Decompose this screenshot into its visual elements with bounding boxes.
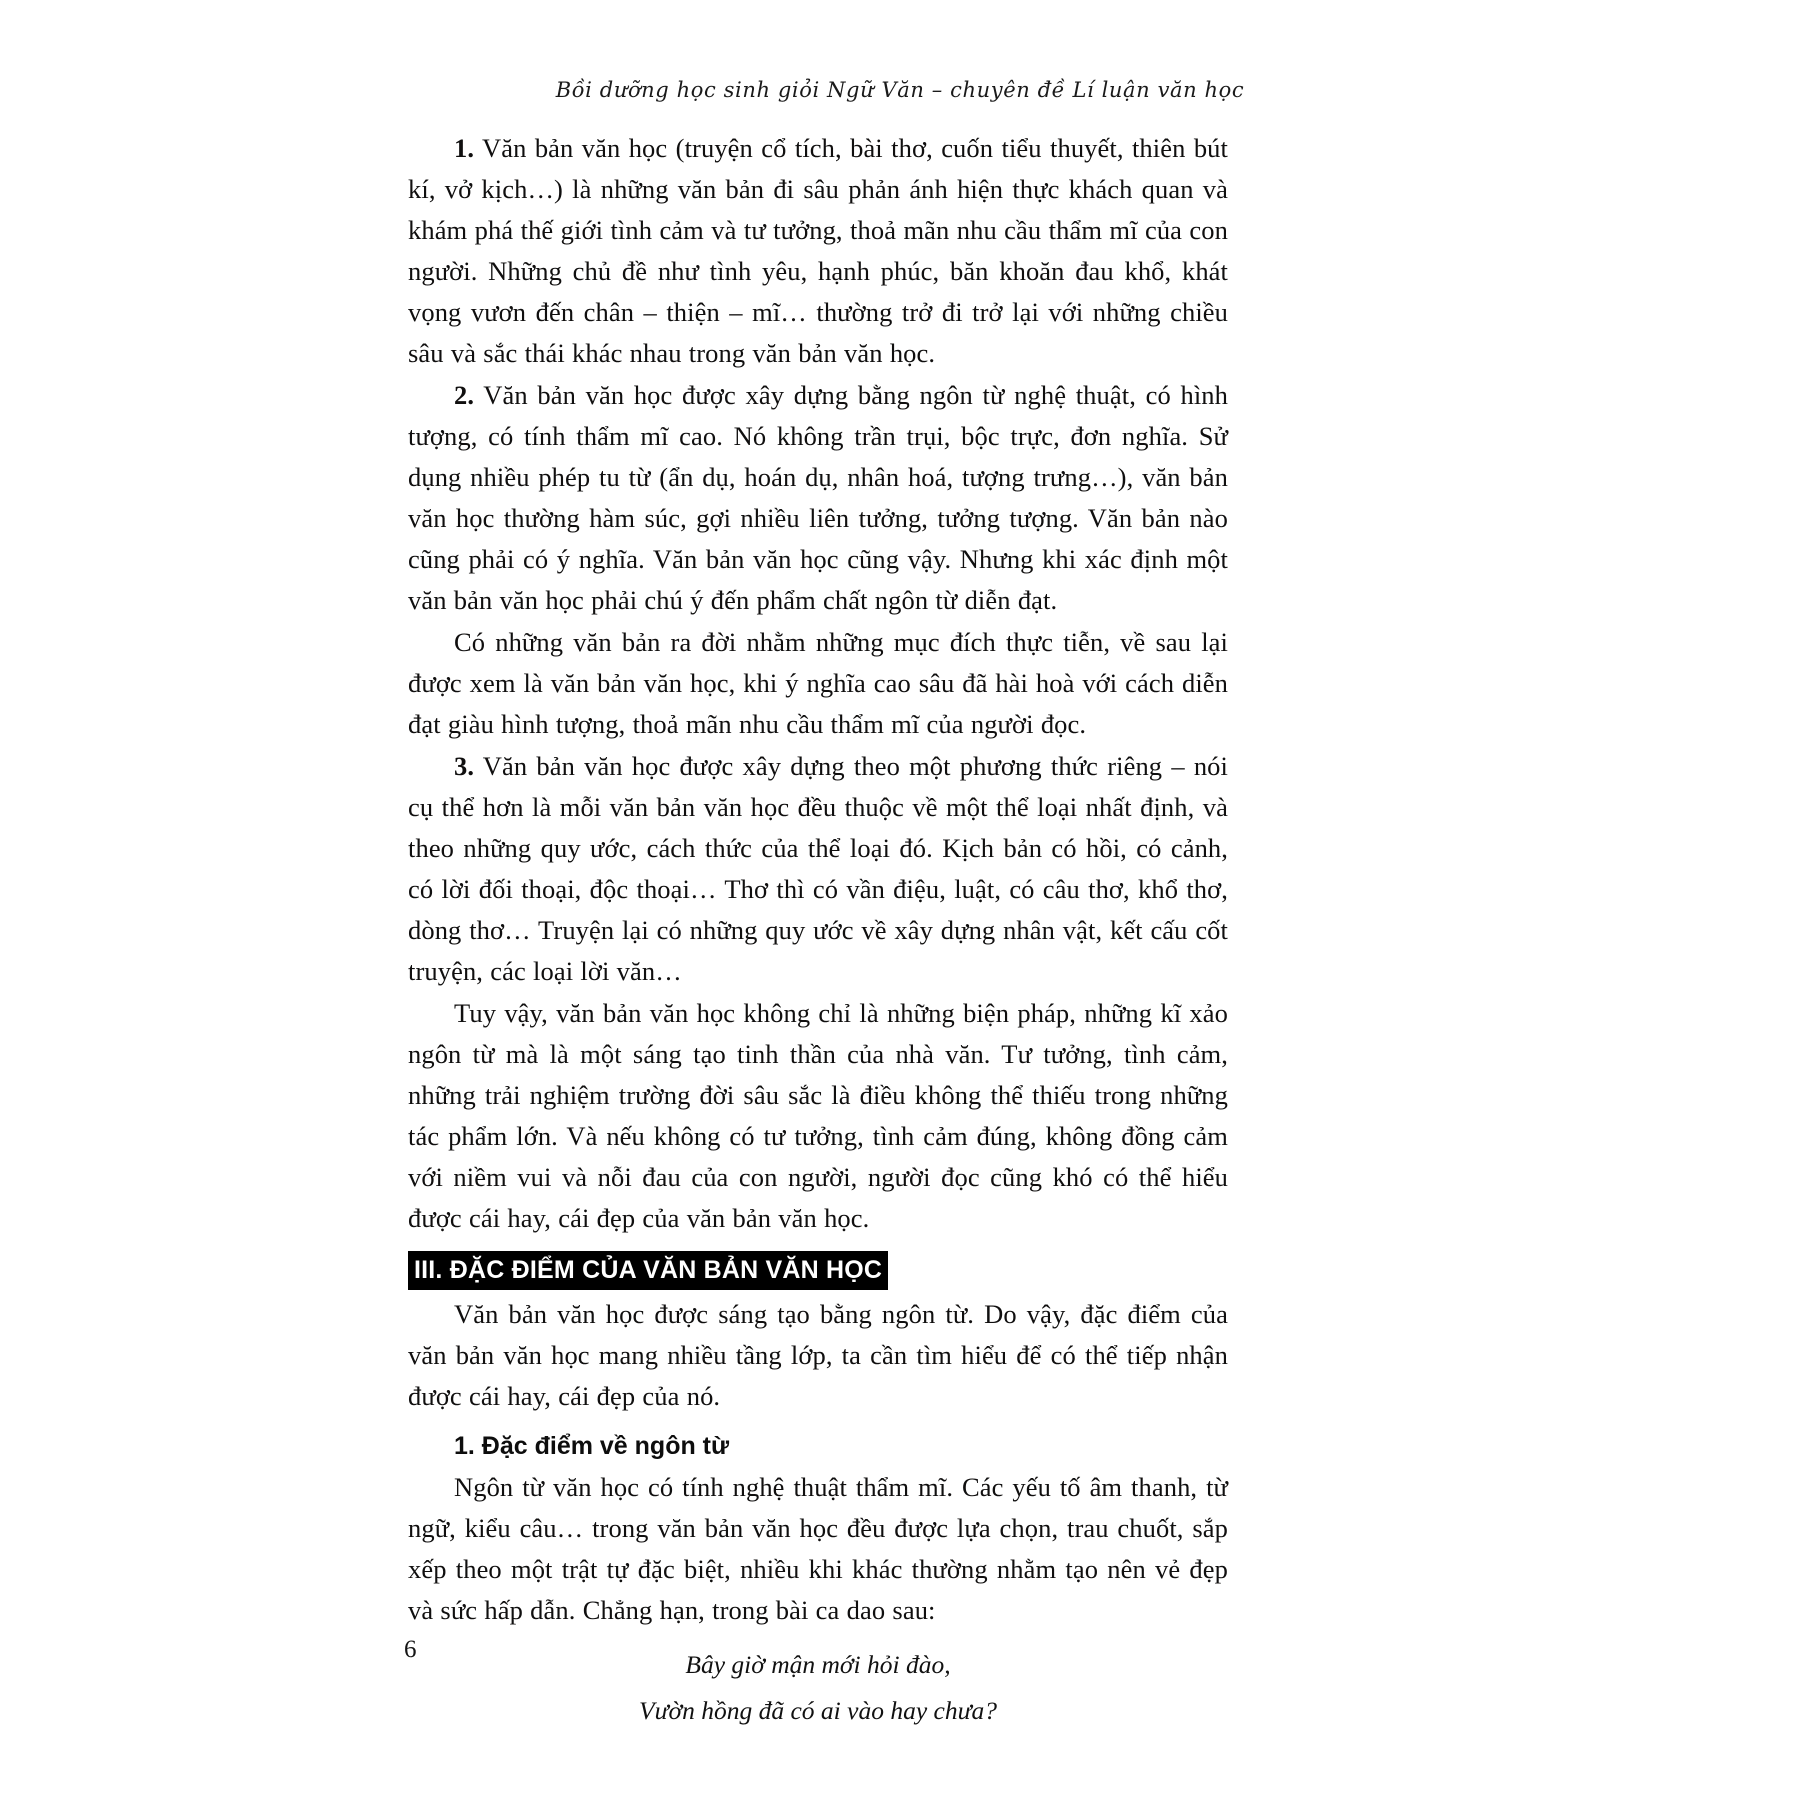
paragraph-5-text: Tuy vậy, văn bản văn học không chỉ là những biện pháp, những kĩ xảo ngôn từ mà là một sáng tạo tinh thần của nhà văn. Tư tưởng, tình cảm, những trải nghiệm trường đời sâu sắc là điều không thể thiếu trong những tác phẩm lớn. Và nếu không có tư tưởng, tình cảm đúng, không đồng cảm với niềm vui và nỗi đau của con người, người đọc cũng khó có thể hiểu được cái hay, cái đẹp của văn bản văn học. [408,998,1228,1233]
paragraph-3-text: Có những văn bản ra đời nhằm những mục đích thực tiễn, về sau lại được xem là văn bản văn học, khi ý nghĩa cao sâu đã hài hoà với cách diễn đạt giàu hình tượng, thoả mãn nhu cầu thẩm mĩ của người đọc. [408,627,1228,739]
section-heading-wrapper [408,1251,1228,1290]
paragraph-1-number: 1. [454,133,475,163]
paragraph-5 [408,993,1228,1239]
paragraph-4-text: Văn bản văn học được xây dựng theo một phương thức riêng – nói cụ thể hơn là mỗi văn bản văn học đều thuộc về một thể loại nhất định, và theo những quy ước, cách thức của thể loại đó. Kịch bản có hồi, có cảnh, có lời đối thoại, độc thoại… Thơ thì có vần điệu, luật, có câu thơ, khổ thơ, dòng thơ… Truyện lại có những quy ước về xây dựng nhân vật, kết cấu cốt truyện, các loại lời văn… [408,751,1228,986]
paragraph-2 [408,375,1228,621]
running-head: Bồi dưỡng học sinh giỏi Ngữ Văn – chuyên đề Lí luận văn học [555,78,1245,102]
paragraph-2-number: 2. [454,380,475,410]
page-body [408,128,1228,1731]
paragraph-1-text: Văn bản văn học (truyện cổ tích, bài thơ, cuốn tiểu thuyết, thiên bút kí, vở kịch…) là những văn bản đi sâu phản ánh hiện thực khách quan và khám phá thế giới tình cảm và tư tưởng, thoả mãn nhu cầu thẩm mĩ của con người. Những chủ đề như tình yêu, hạnh phúc, băn khoăn đau khổ, khát vọng vươn đến chân – thiện – mĩ… thường trở đi trở lại với những chiều sâu và sắc thái khác nhau trong văn bản văn học. [408,133,1228,368]
section-heading: III. ĐẶC ĐIỂM CỦA VĂN BẢN VĂN HỌC [408,1251,888,1290]
paragraph-after-heading: Văn bản văn học được sáng tạo bằng ngôn từ. Do vậy, đặc điểm của văn bản văn học mang nhiều tầng lớp, ta cần tìm hiểu để có thể tiếp nhận được cái hay, cái đẹp của nó. [408,1299,1228,1411]
paragraph-1 [408,128,1228,374]
paragraph-2-text: Văn bản văn học được xây dựng bằng ngôn từ nghệ thuật, có hình tượng, có tính thẩm mĩ cao. Nó không trần trụi, bộc trực, đơn nghĩa. Sử dụng nhiều phép tu từ (ẩn dụ, hoán dụ, nhân hoá, tượng trưng…), văn bản văn học thường hàm súc, gợi nhiều liên tưởng, tưởng tượng. Văn bản nào cũng phải có ý nghĩa. Văn bản văn học cũng vậy. Nhưng khi xác định một văn bản văn học phải chú ý đến phẩm chất ngôn từ diễn đạt. [408,380,1228,615]
paragraph-4 [408,746,1228,992]
paragraph-3 [408,622,1228,745]
page-number: 6 [404,1636,417,1663]
paragraph-4-number: 3. [454,751,475,781]
verse-line-2: Vườn hồng đã có ai vào hay chưa? [639,1696,997,1725]
subheading-1: 1. Đặc điểm về ngôn từ [454,1432,730,1460]
paragraph-subsection: Ngôn từ văn học có tính nghệ thuật thẩm mĩ. Các yếu tố âm thanh, từ ngữ, kiểu câu… trong văn bản văn học đều được lựa chọn, trau chuốt, sắp xếp theo một trật tự đặc biệt, nhiều khi khác thường nhằm tạo nên vẻ đẹp và sức hấp dẫn. Chẳng hạn, trong bài ca dao sau: [408,1472,1228,1625]
verse-line-1: Bây giờ mận mới hỏi đào, [685,1650,951,1679]
